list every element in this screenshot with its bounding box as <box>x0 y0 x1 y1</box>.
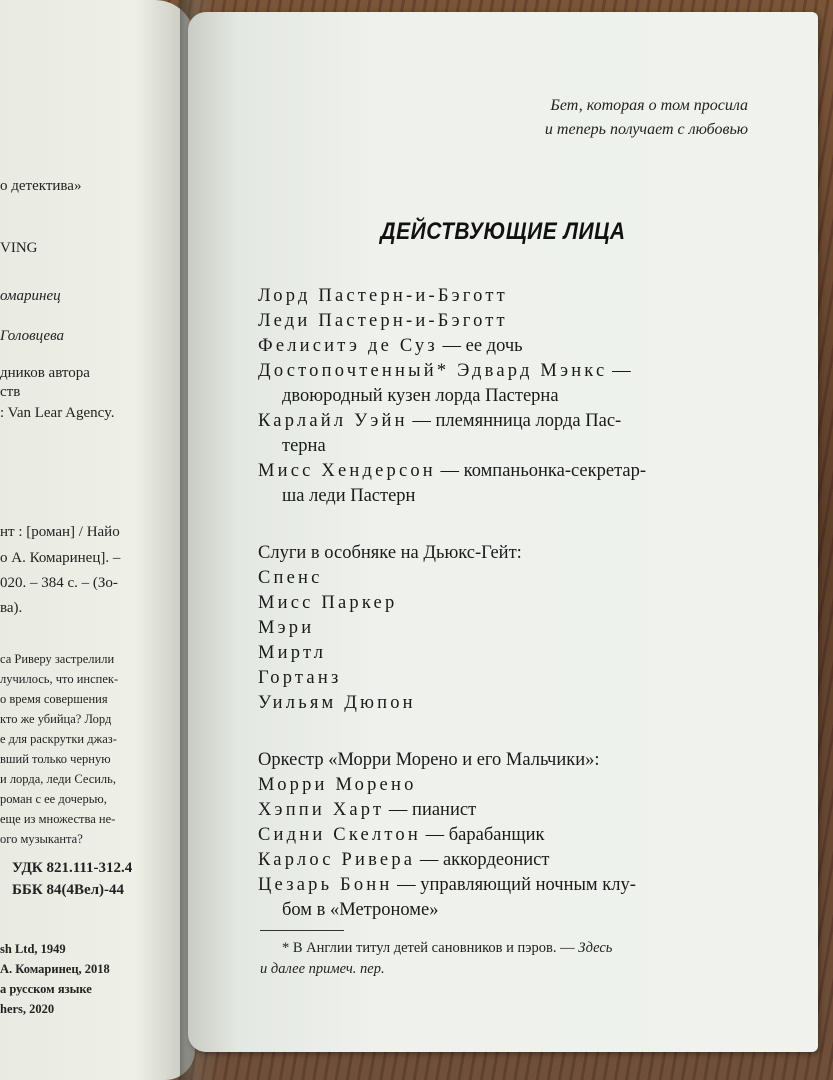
left-page-line: а русском языке <box>0 982 92 996</box>
servant-name: Гортанз <box>258 668 342 688</box>
left-page-line: ого музыканта? <box>0 832 83 846</box>
cast-line <box>258 434 778 459</box>
dedication-line-1: Бет, которая о том просила <box>550 97 748 114</box>
dedication-line-2: и теперь получает с любовью <box>544 121 748 138</box>
left-page-line: кто же убийца? Лорд <box>0 712 112 726</box>
cast-line <box>258 459 778 484</box>
cast-line <box>258 484 778 509</box>
servant-name: Мэри <box>258 618 315 638</box>
left-page-line: А. Комаринец, 2018 <box>0 962 110 976</box>
character-description: двоюродный кузен лорда Пастерна <box>282 386 559 406</box>
cast-line <box>258 873 778 898</box>
cast-line <box>258 823 778 848</box>
cast-line <box>258 309 778 334</box>
servant-name: Миртл <box>258 643 327 663</box>
cast-heading: ДЕЙСТВУЮЩИЕ ЛИЦА <box>380 218 626 245</box>
character-name: Достопочтенный* Эдвард Мэнкс <box>258 361 608 381</box>
left-page-line: : Van Lear Agency. <box>0 405 115 421</box>
left-page <box>0 0 195 1080</box>
character-name: Карлос Ривера <box>258 850 416 870</box>
character-description: — барабанщик <box>420 825 545 845</box>
left-page-line: о время совершения <box>0 692 108 706</box>
character-name: Морри Морено <box>258 775 417 795</box>
left-page-line: ББК 84(4Вел)-44 <box>12 882 125 898</box>
left-page-line: VING <box>0 240 38 256</box>
left-page-line: ств <box>0 384 21 400</box>
left-page-line: о А. Комаринец]. – <box>0 550 121 566</box>
left-page-line: омаринец <box>0 288 61 304</box>
left-page-line: о детектива» <box>0 178 82 194</box>
dedication <box>545 94 748 142</box>
left-page-line: лучилось, что инспек- <box>0 672 119 686</box>
left-page-line: УДК 821.111-312.4 <box>12 860 133 876</box>
character-name: Лорд Пастерн-и-Бэготт <box>258 286 508 306</box>
character-description: терна <box>282 436 326 456</box>
left-page-line: роман с ее дочерью, <box>0 792 107 806</box>
character-description: ша леди Пастерн <box>282 486 416 506</box>
character-name: Цезарь Бонн <box>258 875 393 895</box>
left-page-line: hers, 2020 <box>0 1002 55 1016</box>
cast-line <box>258 773 778 798</box>
footnote-text: * В Англии титул детей сановников и пэров. — <box>282 940 579 956</box>
cast-line <box>258 798 778 823</box>
footnote-italic-1: Здесь <box>578 940 613 956</box>
cast-list <box>258 284 778 923</box>
cast-line <box>258 384 778 409</box>
footnote <box>260 938 750 980</box>
cast-line <box>258 334 778 359</box>
left-page-line: 020. – 384 с. – (Зо- <box>0 575 118 591</box>
character-name: Карлайл Уэйн <box>258 411 408 431</box>
character-description: — аккордеонист <box>415 850 550 870</box>
group-header: Оркестр «Морри Морено и его Мальчики»: <box>258 750 600 770</box>
cast-line <box>258 409 778 434</box>
servant-name: Спенс <box>258 568 323 588</box>
character-name: Леди Пастерн-и-Бэготт <box>258 311 508 331</box>
left-page-line: sh Ltd, 1949 <box>0 942 66 956</box>
cast-line <box>258 359 778 384</box>
character-description: бом в «Метрономе» <box>282 900 439 920</box>
character-description: — компаньонка-секретар- <box>435 461 647 481</box>
left-page-line: е для раскрутки джаз- <box>0 732 117 746</box>
left-page-line: и лорда, леди Сесиль, <box>0 772 116 786</box>
character-name: Мисс Хендерсон <box>258 461 436 481</box>
right-page <box>188 12 818 1052</box>
cast-line <box>258 284 778 309</box>
character-name: Хэппи Харт <box>258 800 385 820</box>
group-header: Слуги в особняке на Дьюкс-Гейт: <box>258 543 522 563</box>
character-description: — пианист <box>384 800 477 820</box>
servant-name: Мисс Паркер <box>258 593 398 613</box>
cast-line <box>258 898 778 923</box>
character-name: Фелиситэ де Суз <box>258 336 438 356</box>
left-page-line: са Риверу застрелили <box>0 652 115 666</box>
left-page-line: Головцева <box>0 328 65 344</box>
footnote-rule <box>260 930 344 931</box>
left-page-line: вший только черную <box>0 752 111 766</box>
footnote-italic-2: и далее примеч. пер. <box>260 961 385 977</box>
character-description: — ее дочь <box>437 336 523 356</box>
cast-line <box>258 848 778 873</box>
character-description: — <box>607 361 631 381</box>
character-description: — племянница лорда Пас- <box>407 411 622 431</box>
left-page-line: нт : [роман] / Найо <box>0 524 120 540</box>
left-page-line: ва). <box>0 600 23 616</box>
servant-name: Уильям Дюпон <box>258 693 416 713</box>
left-page-line: дников автора <box>0 365 90 381</box>
character-description: — управляющий ночным клу- <box>392 875 636 895</box>
character-name: Сидни Скелтон <box>258 825 421 845</box>
left-page-line: еще из множества не- <box>0 812 116 826</box>
